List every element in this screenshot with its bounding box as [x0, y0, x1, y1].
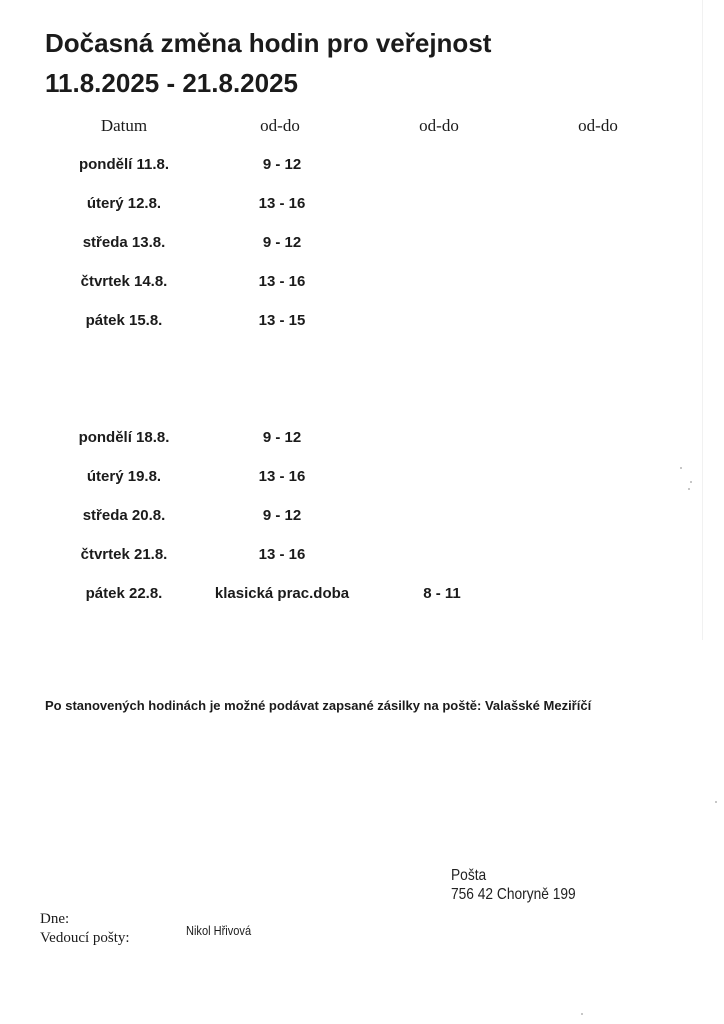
scan-speck [690, 481, 692, 483]
manager-signature: Nikol Hřivová [186, 923, 252, 938]
table-row [0, 155, 724, 175]
row-day: úterý 19.8. [86, 468, 162, 485]
row-day: středa 20.8. [82, 507, 166, 524]
header-od-do-1: od-do [260, 116, 300, 135]
row-day: pondělí 11.8. [78, 156, 170, 173]
table-row [0, 272, 724, 292]
row-day: pátek 22.8. [85, 585, 163, 602]
row-day: pondělí 18.8. [78, 429, 170, 446]
row-hours: 9 - 12 [262, 507, 302, 524]
header-od-do-2: od-do [419, 116, 459, 135]
table-row [0, 506, 724, 526]
manager-label: Vedoucí pošty: [40, 930, 130, 946]
after-hours-note: Po stanovených hodinách je možné podávat zapsané zásilky na poště: Valašské Meziříčí [45, 698, 592, 713]
scan-speck [581, 1013, 583, 1015]
row-day: pátek 15.8. [85, 312, 163, 329]
table-row [0, 233, 724, 253]
row-hours: klasická prac.doba [214, 585, 350, 602]
row-hours: 13 - 15 [258, 312, 306, 329]
stamp-line-name: Pošta [451, 867, 487, 884]
scan-speck [680, 467, 682, 469]
page-title: Dočasná změna hodin pro veřejnost [45, 28, 492, 58]
header-od-do-3: od-do [578, 116, 618, 135]
table-row [0, 311, 724, 331]
row-day: úterý 12.8. [86, 195, 162, 212]
row-day: čtvrtek 21.8. [80, 546, 168, 563]
row-hours: 13 - 16 [258, 546, 306, 563]
row-hours: 9 - 12 [262, 429, 302, 446]
row-day: středa 13.8. [82, 234, 166, 251]
table-row [0, 467, 724, 487]
table-row [0, 194, 724, 214]
date-range-title: 11.8.2025 - 21.8.2025 [45, 68, 299, 98]
row-hours: 13 - 16 [258, 468, 306, 485]
table-row [0, 428, 724, 448]
date-label: Dne: [40, 911, 70, 927]
table-row [0, 584, 724, 604]
table-row [0, 545, 724, 565]
header-datum: Datum [100, 116, 148, 135]
row-hours: 9 - 12 [262, 156, 302, 173]
row-day: čtvrtek 14.8. [80, 273, 168, 290]
row-extra-hours: 8 - 11 [423, 585, 461, 602]
row-hours: 9 - 12 [262, 234, 302, 251]
row-hours: 13 - 16 [258, 195, 306, 212]
scan-speck [715, 801, 717, 803]
post-office-stamp [451, 866, 576, 904]
stamp-line-address: 756 42 Choryně 199 [451, 886, 576, 903]
row-hours: 13 - 16 [258, 273, 306, 290]
scan-speck [688, 488, 690, 490]
